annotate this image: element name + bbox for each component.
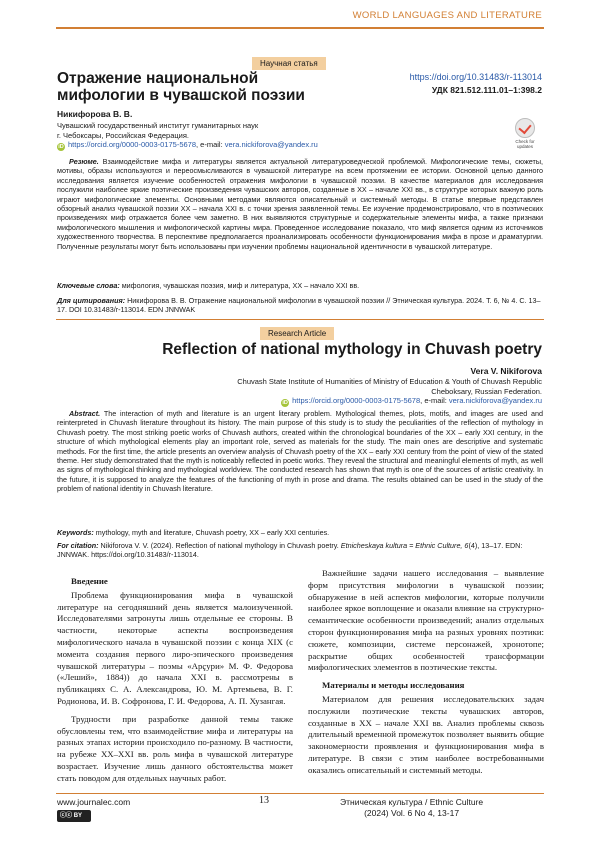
contact-line-en	[237, 396, 542, 407]
section-heading-methods: Материалы и методы исследования	[322, 680, 465, 691]
check-for-updates-label: Check for updates	[515, 139, 535, 149]
author-name-ru: Никифорова В. В.	[57, 109, 133, 119]
email-link-en[interactable]: vera.nickiforova@yandex.ru	[448, 396, 542, 405]
body-paragraph: Проблема функционирования мифа в чувашской литературе на сегодняшний день является малоизученной. Исследователями затронуты лишь отдельные ее стороны. В частности, некоторые аспекты воспроизведения мифологического начала в чувашской поэзии с конца XIX (с момента создания первого лиро-эпического произведения чувашской литературы – поэмы «Арҫури» М. Ф. Федорова («Леший», 1884)) до начала XXI в. рассмотрены в публикациях С. А. Александрова, Ю. М. Артемьева, В. Г. Родионова, И. В. Софронова, Г. И. Федорова, А. П. Хузангая.	[57, 589, 293, 706]
abstract-en	[57, 409, 543, 494]
article-title-ru	[57, 70, 387, 104]
orcid-icon: iD	[58, 144, 64, 150]
orcid-link-ru[interactable]: https://orcid.org/0000-0003-0175-5678	[68, 140, 197, 149]
orcid-icon: iD	[282, 400, 288, 406]
citation-rest-en: (4), 13–17. EDN: JNNWAK. https://doi.org/10.31483/r-113014.	[57, 541, 523, 560]
orcid-link-en[interactable]: https://orcid.org/0000-0003-0175-5678	[292, 396, 421, 405]
email-label-ru: , e-mail:	[196, 140, 225, 149]
title-line-2: мифологии в чувашской поэзии	[57, 87, 305, 104]
check-for-updates-icon	[515, 118, 535, 138]
keywords-text-ru: мифология, чувашская поэзия, миф и литература, XX – начало XXI вв.	[119, 281, 360, 290]
cc-icon: ⓒⓒ	[60, 813, 73, 819]
section-divider	[56, 319, 544, 320]
article-type-badge-en: Research Article	[260, 327, 334, 340]
title-line-1: Отражение национальной	[57, 70, 259, 87]
body-paragraph: Важнейшие задачи нашего исследования – выявление форм присутствия мифологии в чувашской поэзии; обнаружение в ней аспектов мифологии, которые получили наиболее яркое воплощение и оказали влияние на структурно-семантические особенности произведений; анализ отдельных сторон функционирования мифа на разных уровнях поэтики: сюжете, композиции, системе персонажей, хронотопе; раскрытие общих особенностей трансформации мифологических элементов в поэтические тексты.	[308, 568, 544, 673]
journal-website-link[interactable]: www.journalec.com	[57, 797, 131, 807]
abstract-text-ru: Взаимодействие мифа и литературы является актуальной литературоведческой проблемой. Мифологические темы, сюжеты, мотивы, образы используются и переосмысливаются в чувашской литературе на всем протяжении ее истории. Основной целью данного исследования является изучение особенностей отражения мифологии в чувашской поэзии. В качестве материалов для исследования послужили наиболее яркие поэтические произведения чувашских авторов, созданные в XX – начале XXI вв., в структуре которых важную роль играют мифологические элементы. Основными методами являются описательный и системный методы. В статье впервые представлен обзорный анализ чувашской поэзии XX – начала XXI в. с точки зрения заявленной темы. Ее изучение продемонстрировало, что в поэтических произведениях миф отражается более чем заметно. В них выявляются структурные и содержательные элементы мифа, а также признаки мифологического мышления и мифологической картины мира. Проведенное исследование показало, что миф является одним из источников художественного творчества. В перспективе предполагается проанализировать особенности функционирования мифа в прозе и драматургии. Полученные результаты могут быть использованы при изучении проблемы национальной идентичности в чувашской литературе.	[57, 157, 543, 251]
udk-code: УДК 821.512.111.01–1:398.2	[431, 85, 542, 95]
body-paragraph: Материалом для решения исследовательских задач послужили поэтические тексты чувашских авторов, созданные в XX – начале XXI вв. Анализ проблемы сквозь длительный временной промежуток позволяет выявить общие закономерности проявления и функционирования мифа в литературе. В связи с этим наиболее востребованными оказались описательный и системный методы.	[308, 693, 544, 775]
section-heading-introduction: Введение	[71, 576, 108, 586]
keywords-ru	[57, 281, 543, 290]
keywords-label-ru: Ключевые слова:	[57, 281, 120, 290]
abstract-label-ru: Резюме.	[69, 157, 99, 166]
abstract-ru	[57, 157, 543, 251]
footer-rule	[56, 793, 544, 794]
header-rule	[56, 27, 544, 29]
body-paragraph: Трудности при разработке данной темы также обусловлены тем, что взаимодействие мифа и литературы на разных этапах истории происходило по-разному. В частности, на рубеже XX–XXI вв. роль мифа в чувашской литературе возрастает. Изучение лишь данного обстоятельства может стать поводом для отдельных научных работ.	[57, 713, 293, 783]
license-label: BY	[73, 813, 83, 819]
article-type-badge-ru: Научная статья	[252, 57, 326, 70]
keywords-en	[57, 528, 543, 537]
citation-ru	[57, 296, 543, 315]
citation-text-ru: Никифорова В. В. Отражение национальной мифологии в чувашской поэзии // Этническая культура. 2024. Т. 6, № 4. С. 13–17. DOI 10.31483/r-113014. EDN JNNWAK	[57, 296, 541, 315]
body-column-left	[57, 576, 293, 785]
email-link-ru[interactable]: vera.nickiforova@yandex.ru	[224, 140, 318, 149]
keywords-text-en: mythology, myth and literature, Chuvash poetry, XX – early XXI centuries.	[93, 528, 330, 537]
page-number: 13	[259, 795, 269, 806]
citation-label-en: For citation:	[57, 541, 99, 550]
footer-journal-info: Этническая культура / Ethnic Culture (2024) Vol. 6 No 4, 13-17	[340, 797, 484, 818]
abstract-label-en: Abstract.	[69, 409, 101, 418]
abstract-text-en: The interaction of myth and literature is an urgent literary problem. Mythological themes, plots, motifs, and images are used and reinterpreted in Chuvash literature throughout its history. The main purpose of this study is to study the peculiarities of the reflection of mythology in Chuvash poetry. The most striking poetic works of Chuvash authors, created within the chronological boundaries of the XX – early XXI century, in the structure of which mythological elements play an important role, served as materials for the study. The main ones are descriptive and systematic methods. For the first time, the article presents an overview analysis of Chuvash poetry of the XX – early XXI century from the point of view of the stated theme. Her study demonstrated that the myth is noticeably reflected in poetic works. They reveal the structural and meaningful elements of myth, as well as signs of mythological thinking and mythological worldview. The conducted research has shown that myth is one of the sources of artistic creativity. In the future, it is supposed to analyze the features of the functioning of myth in prose and drama. The results obtained can be used in the study of the problem of national identity in Chuvash literature.	[57, 409, 543, 494]
citation-label-ru: Для цитирования:	[57, 296, 126, 305]
journal-section-title: WORLD LANGUAGES AND LITERATURE	[352, 10, 542, 21]
doi-link[interactable]: https://doi.org/10.31483/r-113014	[409, 72, 542, 82]
contact-line-ru	[57, 140, 318, 151]
citation-en	[57, 541, 543, 560]
cc-by-license-badge[interactable]	[57, 810, 91, 822]
affiliation-en	[237, 377, 542, 407]
author-name-en: Vera V. Nikiforova	[470, 366, 542, 376]
keywords-label-en: Keywords:	[57, 528, 94, 537]
affiliation-en-line-1: Chuvash State Institute of Humanities of Ministry of Education & Youth of Chuvash Republic	[237, 377, 542, 386]
citation-journal-en: Etnicheskaya kultura = Ethnic Culture, 6	[340, 541, 469, 550]
affiliation-en-line-2: Cheboksary, Russian Federation.	[431, 386, 542, 396]
affiliation-ru	[57, 121, 318, 151]
article-title-en: Reflection of national mythology in Chuvash poetry	[162, 341, 542, 358]
email-label-en: , e-mail:	[420, 396, 449, 405]
check-for-updates-badge[interactable]	[508, 118, 542, 154]
citation-text-en: Nikiforova V. V. (2024). Reflection of national mythology in Chuvash poetry.	[98, 541, 341, 550]
affiliation-line-2: г. Чебоксары, Российская Федерация.	[57, 130, 190, 140]
affiliation-line-1: Чувашский государственный институт гуманитарных наук	[57, 121, 259, 130]
body-column-right	[308, 568, 544, 777]
